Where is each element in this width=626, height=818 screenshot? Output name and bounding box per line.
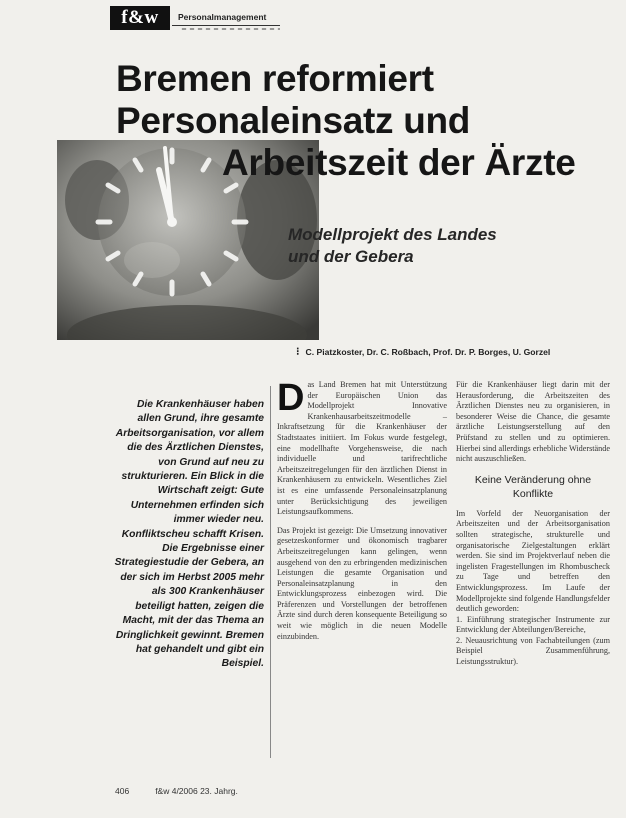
article-subtitle	[288, 224, 588, 268]
drop-cap: D	[277, 377, 305, 419]
section-heading: Keine Veränderung ohne Konflikte	[474, 473, 592, 500]
body-paragraph	[277, 377, 447, 518]
column-divider	[270, 386, 271, 758]
body-paragraph: Im Vorfeld der Neuorganisation der Arbeitszeiten und der Arbeitsorganisation sollten strategische, strukturelle und organisatorische Zielgestaltungen erklärt werden. Sie sind im Projektverlauf neben die ingelisten Fragestellungen im Rhombuscheck zu Tage und betreffen den Entwicklungsprozess. Im Laufe der Modellprojekte sind folgende Handlungsfelder deutlich geworden:	[456, 508, 610, 614]
body-column-1	[277, 377, 447, 642]
subtitle-line-1: Modellprojekt des Landes	[288, 225, 497, 244]
list-item: 1. Einführung strategischer Instrumente zur Entwicklung der Abteilungen/Bereiche,	[456, 614, 610, 635]
header-dots	[180, 28, 280, 30]
header-rule	[172, 25, 280, 26]
body-paragraph-text: as Land Bremen hat mit Unterstützung der Europäischen Union das Modellprojekt Innovative Krankenhausarbeitszeitmodelle – Inkraftsetzung für die Krankenhäuser der Stadtstaates initiiert. Im Fokus wurde festgelegt, eine modellhafte Vorgehensweise, die nach individuelle und tarifrechtliche Arbeitszeitregelungen für den ärztlichen Dienst in Krankenhäusern zu entwickeln. Wesentliches Ziel ist es eine umfassende Personaleinsatzplanung unter Berücksichtigung des jeweiligen Leistungsaufkommens.	[277, 380, 447, 517]
body-column-2	[456, 380, 610, 668]
subtitle-line-2: und der Gebera	[288, 247, 414, 266]
author-line	[296, 345, 606, 358]
page-footer	[115, 786, 264, 796]
author-names: C. Piatzkoster, Dr. C. Roßbach, Prof. Dr. P. Borges, U. Gorzel	[305, 347, 551, 357]
article-teaser: Die Krankenhäuser haben allen Grund, ihre gesamte Arbeitsorganisation, vor allem die des Ärztlichen Dienstes, von Grund auf neu zu strukturieren. Ein Blick in die Wirtschaft zeigt: Gute Unternehmen erfinden sich immer wieder neu. Konfliktscheu schafft Krisen. Die Ergebnisse einer Strategiestudie der Gebera, an der sich im Herbst 2005 mehr als 300 Krankenhäuser beteiligt hatten, zeigen die Macht, mit der das Thema an Dringlichkeit gewinnt. Bremen hat gehandelt und gibt ein Beispiel.	[114, 399, 264, 670]
section-label: Personalmanagement	[178, 12, 267, 22]
article-title-line-1: Bremen reformiert	[116, 58, 434, 99]
list-item: 2. Neuausrichtung von Fachabteilungen (zum Beispiel Zusammenführung, Leistungsstruktur).	[456, 635, 610, 667]
article-title-line-2: Personaleinsatz und	[116, 100, 471, 141]
body-paragraph: Für die Krankenhäuser liegt darin mit der Herausforderung, die Arbeitszeiten des Ärztlichen Dienstes neu zu organisieren, in besonderer Weise die Chance, die gesamte ärztliche Leistungserstellung auf den Prüfstand zu stellen und zu optimieren. Hierbei sind allerdings erhebliche Widerstände nicht auszuschließen.	[456, 380, 610, 464]
author-marker-icon: ⁝	[296, 346, 300, 358]
article-title-line-3: Arbeitszeit der Ärzte	[222, 142, 576, 183]
page-number: 406	[115, 786, 130, 796]
body-paragraph: Das Projekt ist gezeigt: Die Umsetzung innovativer gesetzeskonformer und ökonomisch tragbarer Arbeitszeitregelungen kann gelingen, wenn ausgehend von den zu erbringenden medizinischen Leistungen die gesamte Organisation und Personaleinsatzplanung in den Entwicklungsprozess einbezogen wird. Die Präferenzen und Vorstellungen der betroffenen Ärzte sind durch deren konsequente Beteiligung so weit wie möglich in die neuen Modelle einzubinden.	[277, 525, 447, 641]
issue-info: f&w 4/2006 23. Jahrg.	[155, 786, 238, 796]
magazine-logo: f&w	[110, 6, 170, 30]
